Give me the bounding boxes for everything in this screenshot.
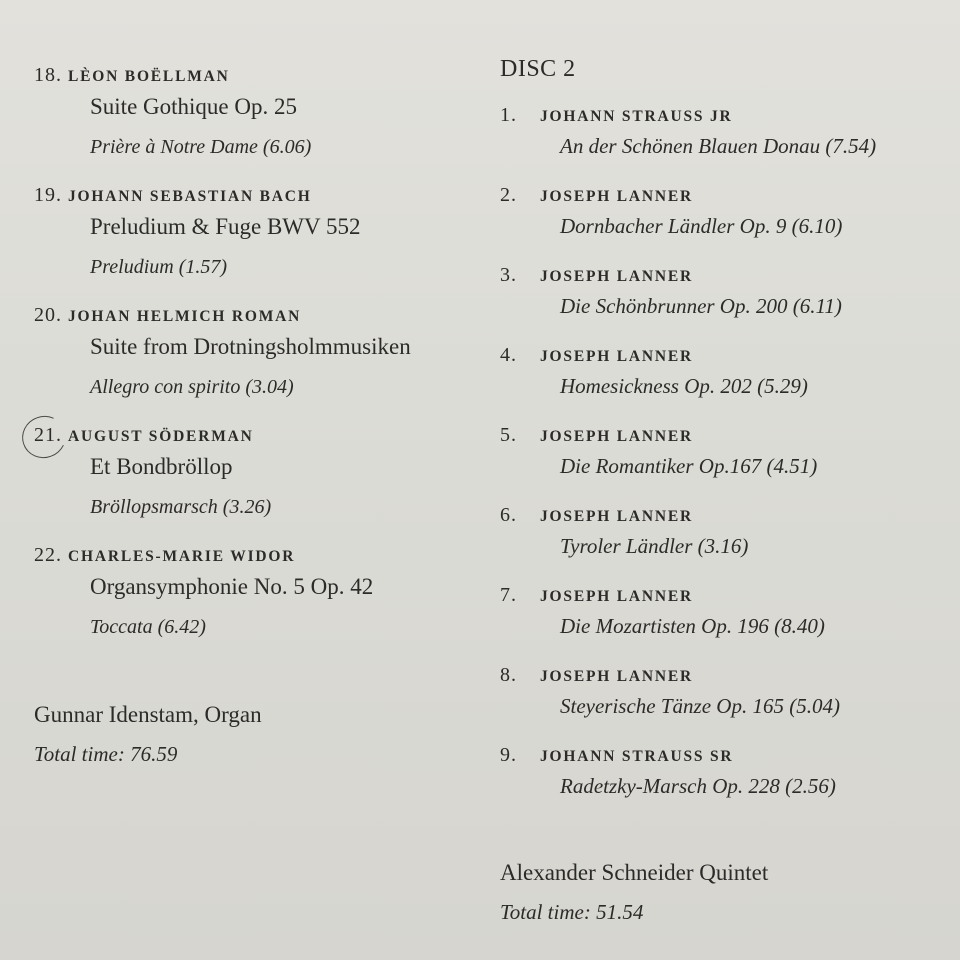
disc2-title: DISC 2 bbox=[500, 56, 576, 82]
disc2-total-time: Total time: 51.54 bbox=[500, 900, 644, 924]
composer-name: JOHANN SEBASTIAN BACH bbox=[68, 188, 312, 205]
movement-title: Allegro con spirito (3.04) bbox=[90, 376, 294, 398]
movement-title: Steyerische Tänze Op. 165 (5.04) bbox=[560, 694, 840, 718]
track-header bbox=[500, 424, 693, 448]
composer-name: JOHANN STRAUSS JR bbox=[540, 108, 733, 125]
track-number: 3. bbox=[500, 264, 517, 286]
movement-title: Die Schönbrunner Op. 200 (6.11) bbox=[560, 294, 842, 318]
movement-title: Dornbacher Ländler Op. 9 (6.10) bbox=[560, 214, 843, 238]
movement-title: Die Mozartisten Op. 196 (8.40) bbox=[560, 614, 825, 638]
track-header bbox=[500, 344, 693, 368]
track-number: 19. bbox=[34, 184, 62, 206]
track-number: 2. bbox=[500, 184, 517, 206]
track-number: 1. bbox=[500, 104, 517, 126]
track-number: 5. bbox=[500, 424, 517, 446]
movement-title: Preludium (1.57) bbox=[90, 256, 228, 278]
track-number: 7. bbox=[500, 584, 517, 606]
track-header bbox=[500, 104, 733, 128]
composer-name: JOSEPH LANNER bbox=[540, 428, 694, 445]
track-number: 4. bbox=[500, 344, 517, 366]
composer-name: JOSEPH LANNER bbox=[540, 188, 694, 205]
track-header bbox=[500, 504, 693, 528]
movement-title: Homesickness Op. 202 (5.29) bbox=[560, 374, 808, 398]
track-header bbox=[500, 264, 693, 288]
movement-title: Bröllopsmarsch (3.26) bbox=[90, 496, 272, 518]
work-title: Suite from Drotningsholmmusiken bbox=[90, 334, 411, 359]
track-number: 21. bbox=[34, 424, 62, 446]
track-header bbox=[500, 664, 693, 688]
composer-name: LÈON BOËLLMAN bbox=[68, 68, 230, 85]
track-number: 22. bbox=[34, 544, 62, 566]
track-header bbox=[34, 544, 295, 568]
disc2-performer: Alexander Schneider Quintet bbox=[500, 860, 769, 885]
movement-title: An der Schönen Blauen Donau (7.54) bbox=[560, 134, 877, 158]
composer-name: AUGUST SÖDERMAN bbox=[68, 428, 254, 445]
composer-name: CHARLES-MARIE WIDOR bbox=[68, 548, 296, 565]
composer-name: JOSEPH LANNER bbox=[540, 348, 694, 365]
movement-title: Prière à Notre Dame (6.06) bbox=[90, 136, 312, 158]
track-header bbox=[34, 184, 312, 208]
movement-title: Tyroler Ländler (3.16) bbox=[560, 534, 749, 558]
disc1-total-time: Total time: 76.59 bbox=[34, 742, 178, 766]
track-header bbox=[34, 64, 230, 88]
composer-name: JOSEPH LANNER bbox=[540, 268, 694, 285]
work-title: Et Bondbröllop bbox=[90, 454, 233, 479]
pen-circle-mark bbox=[16, 410, 72, 465]
track-header bbox=[34, 424, 254, 448]
work-title: Preludium & Fuge BWV 552 bbox=[90, 214, 361, 239]
track-number: 6. bbox=[500, 504, 517, 526]
track-header bbox=[34, 304, 301, 328]
composer-name: JOSEPH LANNER bbox=[540, 668, 694, 685]
work-title: Organsymphonie No. 5 Op. 42 bbox=[90, 574, 374, 599]
work-title: Suite Gothique Op. 25 bbox=[90, 94, 297, 119]
disc1-performer: Gunnar Idenstam, Organ bbox=[34, 702, 262, 727]
track-number: 18. bbox=[34, 64, 62, 86]
track-number: 20. bbox=[34, 304, 62, 326]
movement-title: Die Romantiker Op.167 (4.51) bbox=[560, 454, 818, 478]
track-header bbox=[500, 744, 733, 768]
movement-title: Radetzky-Marsch Op. 228 (2.56) bbox=[560, 774, 836, 798]
composer-name: JOHAN HELMICH ROMAN bbox=[68, 308, 302, 325]
track-header bbox=[500, 184, 693, 208]
composer-name: JOSEPH LANNER bbox=[540, 588, 694, 605]
composer-name: JOSEPH LANNER bbox=[540, 508, 694, 525]
track-number: 8. bbox=[500, 664, 517, 686]
track-header bbox=[500, 584, 693, 608]
composer-name: JOHANN STRAUSS SR bbox=[540, 748, 734, 765]
track-number: 9. bbox=[500, 744, 517, 766]
movement-title: Toccata (6.42) bbox=[90, 616, 206, 638]
